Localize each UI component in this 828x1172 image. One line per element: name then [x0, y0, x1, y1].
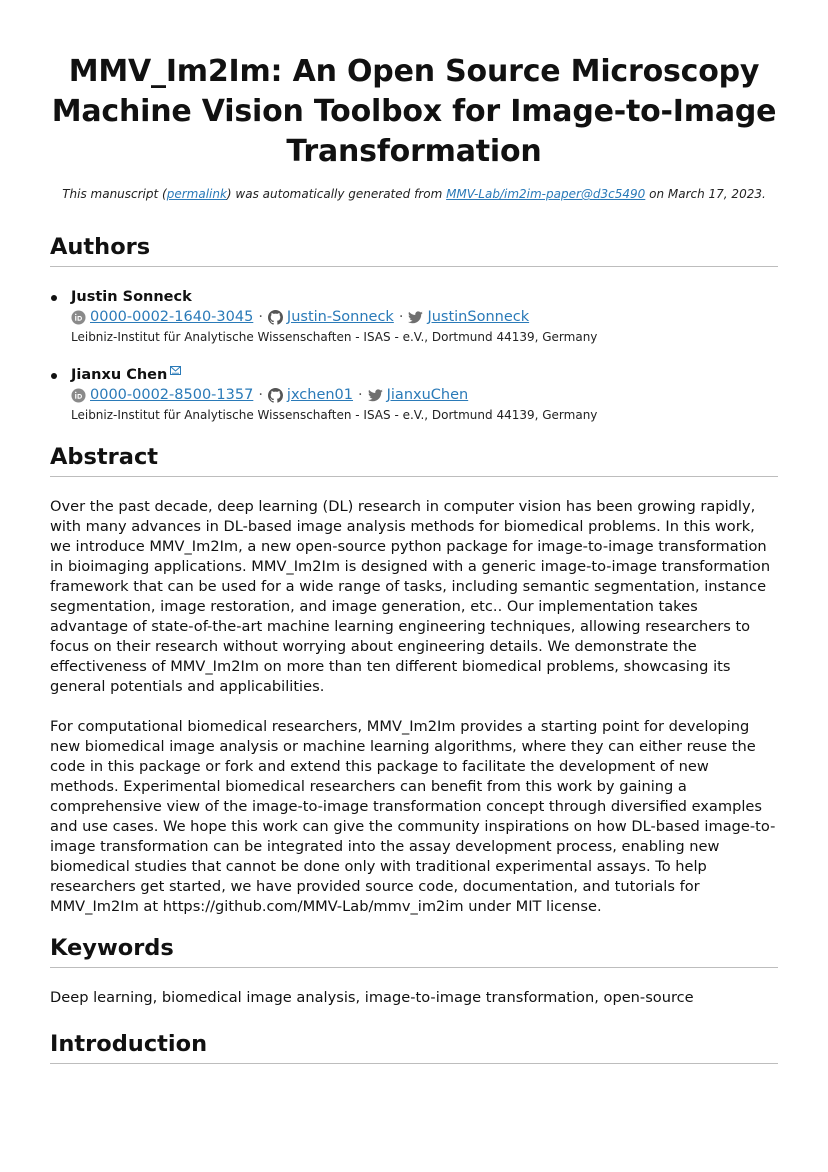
orcid-link[interactable]: 0000-0002-8500-1357: [90, 387, 254, 403]
id-separator: ·: [258, 309, 263, 325]
orcid-icon: [71, 388, 86, 403]
keywords-text: Deep learning, biomedical image analysis, image-to-image transformation, open-source: [50, 989, 694, 1006]
author-entry: [71, 287, 778, 346]
author-name-row: [71, 365, 778, 385]
author-affiliation: Leibniz-Institut für Analytische Wissenschaften - ISAS - e.V., Dortmund 44139, Germany: [71, 408, 598, 422]
permalink-link[interactable]: permalink: [166, 187, 227, 201]
orcid-link[interactable]: 0000-0002-1640-3045: [90, 309, 254, 325]
keywords-heading: Keywords: [50, 934, 778, 968]
abstract-paragraph: Over the past decade, deep learning (DL) research in computer vision has been growing rapidly, with many advances in DL-based image analysis methods for biomedical problems. In this work, we introduce MMV_Im2Im, a new open-source python package for image-to-image transformation in bioimaging applications. MMV_Im2Im is designed with a generic image-to-image transformation framework that can be used for a wide range of tasks, including semantic segmentation, instance segmentation, image restoration, and image generation, etc.. Our implementation takes advantage of state-of-the-art machine learning engineering techniques, allowing researchers to focus on their research without worrying about engineering details. We demonstrate the effectiveness of MMV_Im2Im on more than ten different biomedical problems, showcasing its general potentials and applicabilities.: [50, 498, 771, 695]
orcid-icon: [71, 310, 86, 325]
abstract-paragraph: For computational biomedical researchers, MMV_Im2Im provides a starting point for developing new biomedical image analysis or machine learning algorithms, where they can either reuse the code in this package or fork and extend this package to facilitate the development of new methods. Experimental biomedical researchers can benefit from this work by gaining a comprehensive view of the image-to-image transformation concept through diversified examples and use cases. We hope this work can give the community inspirations on how DL-based image-to-image transformation can be integrated into the assay development process, enabling new biomedical studies that cannot be done only with traditional experimental assays. To help researchers get started, we have provided source code, documentation, and tutorials for MMV_Im2Im at https://github.com/MMV-Lab/mmv_im2im under MIT license.: [50, 718, 776, 915]
author-affiliation: Leibniz-Institut für Analytische Wissenschaften - ISAS - e.V., Dortmund 44139, Germany: [71, 330, 598, 344]
author-name: Jianxu Chen: [71, 367, 168, 383]
repo-commit-link[interactable]: MMV-Lab/im2im-paper@d3c5490: [446, 187, 646, 201]
authors-heading: Authors: [50, 233, 778, 267]
introduction-heading: Introduction: [50, 1030, 778, 1064]
author-list: [50, 287, 778, 424]
abstract-heading: Abstract: [50, 443, 778, 477]
id-separator: ·: [358, 387, 363, 403]
paper-page: [50, 0, 778, 1064]
author-ids: [71, 385, 778, 406]
id-separator: ·: [398, 309, 404, 325]
author-ids: [71, 307, 778, 328]
author-name: Justin Sonneck: [71, 289, 192, 305]
mail-icon[interactable]: [170, 366, 181, 375]
id-separator: ·: [258, 387, 263, 403]
author-entry: [71, 365, 778, 424]
twitter-link[interactable]: JustinSonneck: [427, 309, 530, 325]
github-icon: [268, 310, 283, 325]
github-link[interactable]: jxchen01: [286, 387, 354, 403]
github-icon: [268, 388, 283, 403]
paper-title: MMV_Im2Im: An Open Source Microscopy Machine Vision Toolbox for Image-to-Image Transformation: [51, 54, 777, 169]
twitter-icon: [408, 311, 423, 324]
twitter-link[interactable]: JianxuChen: [386, 387, 469, 403]
manuscript-note: [50, 186, 778, 202]
note-suffix: on March 17, 2023.: [645, 187, 766, 201]
twitter-icon: [368, 389, 383, 402]
list-bullet: [51, 373, 57, 379]
note-prefix: This manuscript (: [62, 187, 167, 201]
list-bullet: [51, 295, 57, 301]
github-link[interactable]: Justin-Sonneck: [286, 309, 394, 325]
note-middle: ) was automatically generated from: [226, 187, 447, 201]
